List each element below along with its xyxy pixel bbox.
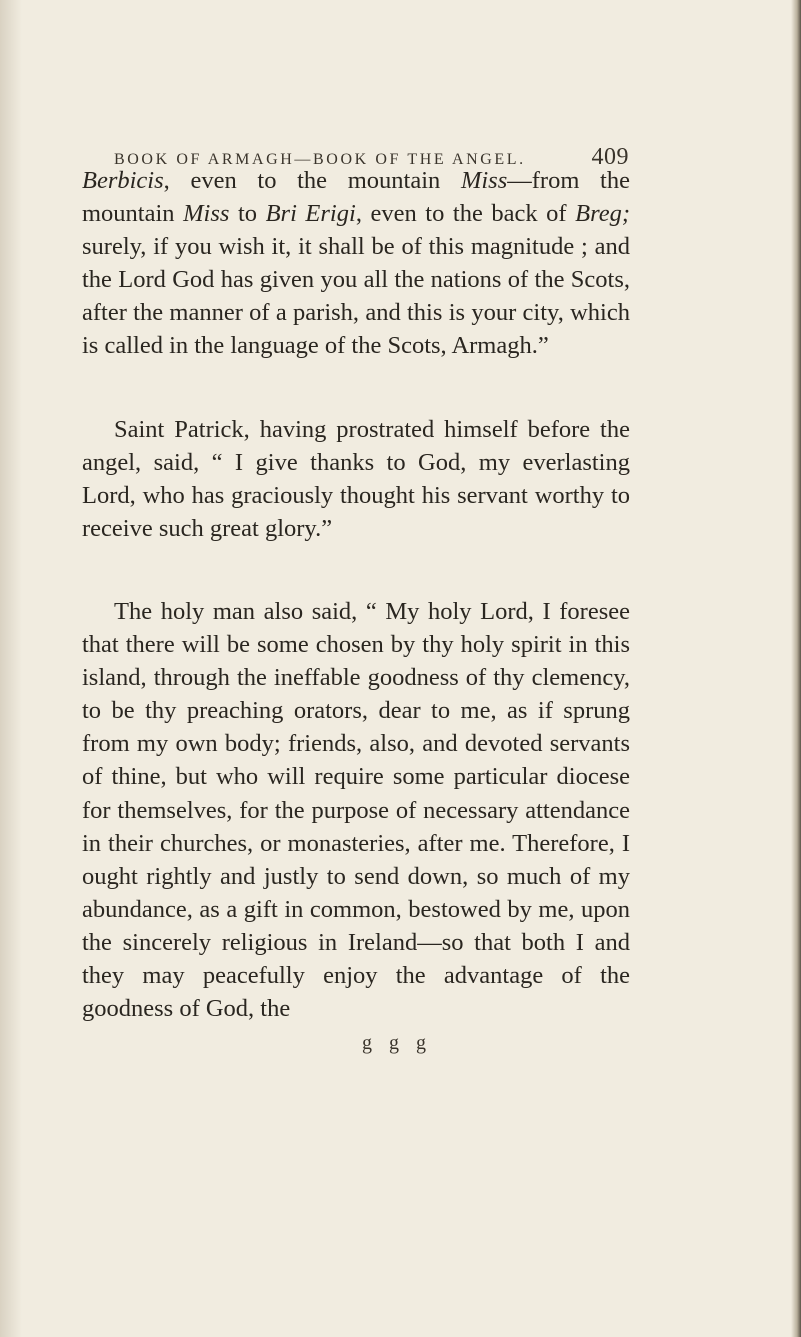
text-segment: to: [229, 200, 266, 228]
text-segment: Bri Erigi: [265, 200, 356, 228]
paragraph: [82, 595, 630, 1025]
text-segment: Berbicis: [82, 167, 164, 194]
text-segment: Miss: [183, 200, 230, 228]
page-gutter-shadow: [0, 0, 22, 1337]
text-segment: Saint Patrick, having prostrated himself before the angel, said, “ I give thanks to God, my everlasting Lord, who has graciously thought his servant worthy to receive such great glory.”: [82, 415, 630, 542]
body-text: [82, 164, 630, 1025]
page-number: 409: [591, 144, 629, 170]
text-segment: Miss: [460, 167, 508, 194]
text-segment: surely, if you wish it, it shall be of this magnitude ; and the Lord God has given you all the nations of the Scots, after the manner of a parish, and this is your city, which is called in the language of the Scots, Armagh.”: [82, 233, 630, 360]
text-segment: , even to the back of: [355, 200, 576, 228]
paragraph: [82, 413, 630, 545]
page-edge: [791, 0, 801, 1337]
signature-mark: g g g: [362, 1032, 432, 1054]
text-segment: The holy man also said, “ My holy Lord, I foresee that there will be some chosen by thy holy spirit in this island, through the ineffable goodness of thy clemency, to be thy preaching orators, dear to me, as if sprung from my own body; friends, also, and devoted servants of thine, but who will require some particular diocese for themselves, for the purpose of necessary attendance in their churches, or monasteries, after me. Therefore, I ought rightly and justly to send down, so much of my abundance, as a gift in common, bestowed by me, upon the sincerely religious in Ireland—so that both I and they may peacefully enjoy the advantage of the goodness of God, the: [82, 597, 630, 1023]
running-head-title: BOOK OF ARMAGH—BOOK OF THE ANGEL.: [114, 151, 526, 168]
text-segment: Breg;: [575, 200, 631, 228]
paragraph: [82, 164, 630, 363]
text-segment: —from the mountain: [82, 167, 630, 228]
text-segment: , even to the mountain: [163, 167, 461, 194]
